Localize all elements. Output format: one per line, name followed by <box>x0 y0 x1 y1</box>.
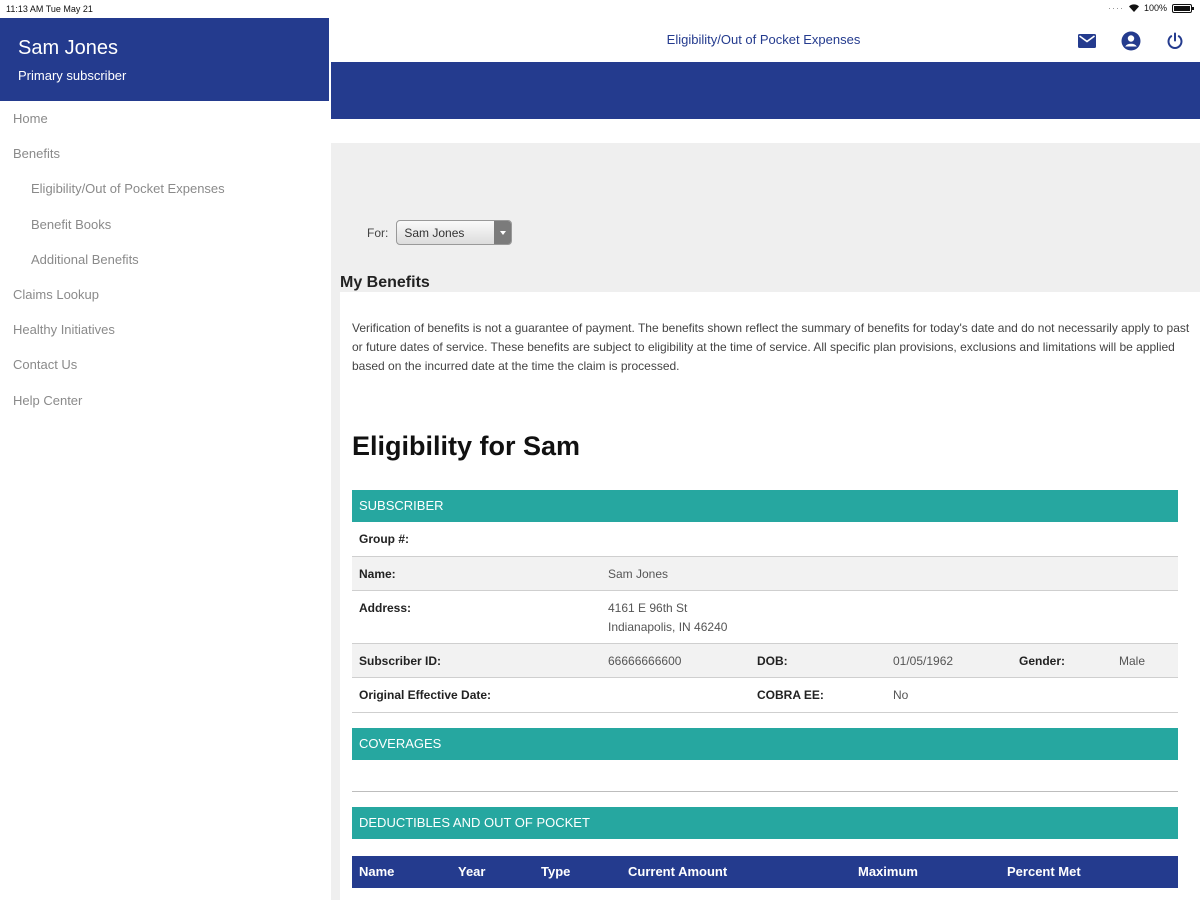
column-header-current-amount: Current Amount <box>628 864 728 879</box>
power-icon[interactable] <box>1164 30 1186 52</box>
header-actions <box>1076 30 1186 52</box>
sidebar-item-contact-us[interactable]: Contact Us <box>13 357 78 373</box>
cobra-label: COBRA EE: <box>757 688 824 702</box>
sidebar-item-benefit-books[interactable]: Benefit Books <box>31 216 112 232</box>
address-line2: Indianapolis, IN 46240 <box>608 620 728 634</box>
dob-value: 01/05/1962 <box>893 654 954 668</box>
deductibles-table-header <box>352 856 1178 888</box>
group-label: Group #: <box>359 532 409 546</box>
column-header-type: Type <box>541 864 571 879</box>
gender-label: Gender: <box>1019 654 1066 668</box>
chevron-down-icon <box>494 221 511 244</box>
battery-percent: 100% <box>1143 3 1167 13</box>
status-indicators <box>1108 3 1192 13</box>
page-title: Eligibility/Out of Pocket Expenses <box>666 32 861 47</box>
header-banner <box>331 62 1200 119</box>
battery-icon <box>1172 4 1192 13</box>
eligibility-title: Eligibility for Sam <box>352 431 581 461</box>
effective-row <box>352 678 1178 713</box>
status-time: 11:13 AM Tue May 21 <box>6 4 93 14</box>
member-filter <box>367 220 512 245</box>
sidebar-item-eligibility-out-of-pocket-expenses[interactable]: Eligibility/Out of Pocket Expenses <box>31 181 225 197</box>
subscriber-id-label: Subscriber ID: <box>359 654 442 668</box>
name-value: Sam Jones <box>608 567 669 581</box>
name-label: Name: <box>359 567 396 581</box>
sidebar-item-additional-benefits[interactable]: Additional Benefits <box>31 251 139 267</box>
signal-icon: ···· <box>1107 3 1124 13</box>
group-row <box>352 522 1178 557</box>
deductibles-band: DEDUCTIBLES AND OUT OF POCKET <box>352 807 1178 839</box>
member-select-value: Sam Jones <box>404 225 465 240</box>
coverages-band: COVERAGES <box>352 728 1178 760</box>
disclaimer-text: Verification of benefits is not a guarantee of payment. The benefits shown reflect the summary of benefits for today's date and do not necessarily apply to past or future dates of service. These benefits are subject to eligibility at the time of service. All specific plan provisions, exclusions and limitations will be applied based on the incurred date at the time the claim is processed. <box>352 321 1190 373</box>
dob-label: DOB: <box>757 654 788 668</box>
mail-icon[interactable] <box>1076 30 1098 52</box>
subscriber-band: SUBSCRIBER <box>352 490 1178 522</box>
status-bar <box>0 0 1200 18</box>
gender-value: Male <box>1119 654 1146 668</box>
address-line1: 4161 E 96th St <box>608 601 688 615</box>
cobra-value: No <box>893 688 909 702</box>
address-row <box>352 591 1178 644</box>
column-header-maximum: Maximum <box>858 864 918 879</box>
benefits-card <box>340 292 1200 900</box>
column-header-name: Name <box>359 864 395 879</box>
name-row <box>352 557 1178 591</box>
sidebar-item-home[interactable]: Home <box>13 111 48 126</box>
section-title: My Benefits <box>340 274 430 291</box>
user-name: Sam Jones <box>18 37 119 59</box>
coverages-row <box>352 760 1178 792</box>
top-header <box>331 18 1200 62</box>
profile-header <box>0 18 329 101</box>
sidebar-item-healthy-initiatives[interactable]: Healthy Initiatives <box>13 322 115 338</box>
sidebar-item-benefits[interactable]: Benefits <box>13 146 60 162</box>
address-label: Address: <box>359 601 412 615</box>
subscriber-id-value: 66666666600 <box>608 654 682 668</box>
main-content <box>331 143 1200 900</box>
column-header-percent-met: Percent Met <box>1007 864 1081 879</box>
effective-label: Original Effective Date: <box>359 688 492 702</box>
column-header-year: Year <box>458 864 486 879</box>
member-select[interactable] <box>396 220 512 245</box>
sidebar-item-claims-lookup[interactable]: Claims Lookup <box>13 286 99 302</box>
filter-label: For: <box>367 225 389 240</box>
subscriber-id-row <box>352 644 1178 678</box>
sidebar-item-help-center[interactable]: Help Center <box>13 392 83 408</box>
account-icon[interactable] <box>1120 30 1142 52</box>
user-role: Primary subscriber <box>18 68 127 83</box>
sidebar-nav <box>0 107 330 424</box>
battery-level <box>1174 6 1190 11</box>
wifi-icon <box>1129 4 1139 12</box>
sidebar <box>0 18 330 900</box>
